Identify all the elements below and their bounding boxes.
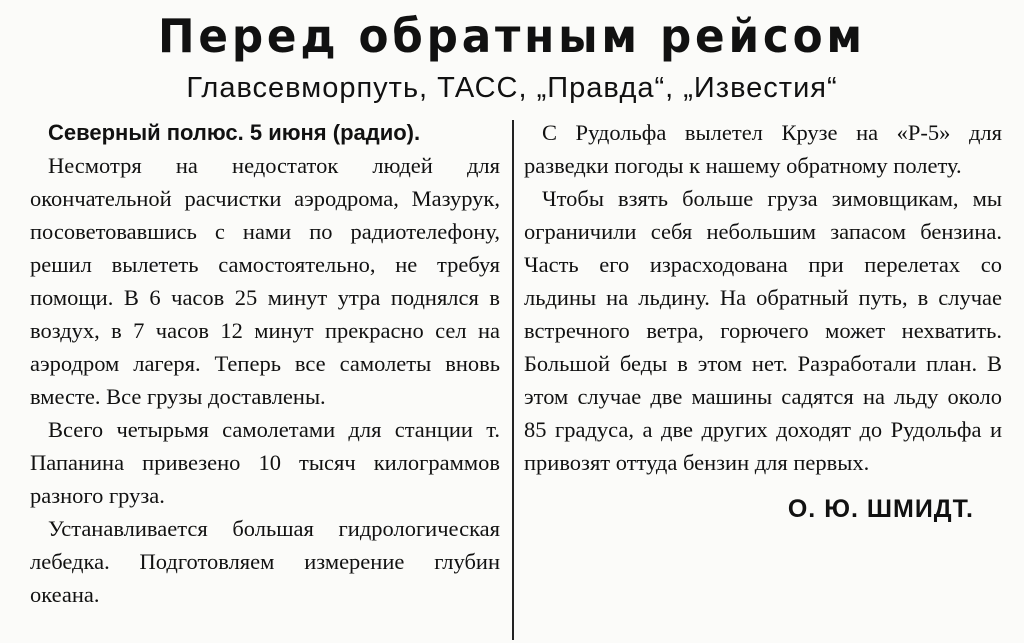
author-signature: О. Ю. ШМИДТ. bbox=[787, 495, 974, 523]
paragraph-right-1: С Рудольфа вылетел Крузе на «Р-5» для разведки погоды к нашему обратному полету. bbox=[524, 120, 1002, 178]
left-column bbox=[30, 116, 500, 611]
paragraph-left-1: Несмотря на недостаток людей для окончательной расчистки аэродрома, Мазурук, посоветовавшись с нами по радиотелефону, решил вылететь самостоятельно, не требуя помощи. В 6 часов 25 минут утра поднялся в воздух, в 7 часов 12 минут прекрасно сел на аэродром лагеря. Теперь все самолеты вновь вместе. Все грузы доставлены. bbox=[30, 153, 500, 409]
column-divider bbox=[512, 120, 514, 640]
dateline: Северный полюс. 5 июня (радио). bbox=[48, 120, 421, 145]
paragraph-right-2: Чтобы взять больше груза зимовщикам, мы ограничили себя небольшим запасом бензина. Часть его израсходована при перелетах со льдины на льдину. На обратный путь, в случае встречного ветра, горючего может нехватить. Большой беды в этом нет. Разработали план. В этом случае две машины садятся на льду около 85 градуса, а две других доходят до Рудольфа и привозят оттуда бензин для первых. bbox=[524, 186, 1002, 475]
paragraph-left-2: Всего четырьмя самолетами для станции т. Папанина привезено 10 тысяч килограммов разного груза. bbox=[30, 417, 500, 508]
right-column bbox=[524, 116, 1002, 526]
headline: Перед обратным рейсом bbox=[158, 9, 866, 63]
news-sources: Главсевморпуть, ТАСС, „Правда“, „Известия“ bbox=[186, 72, 838, 104]
paragraph-left-3: Устанавливается большая гидрологическая лебедка. Подготовляем измерение глубин океана. bbox=[30, 516, 500, 607]
